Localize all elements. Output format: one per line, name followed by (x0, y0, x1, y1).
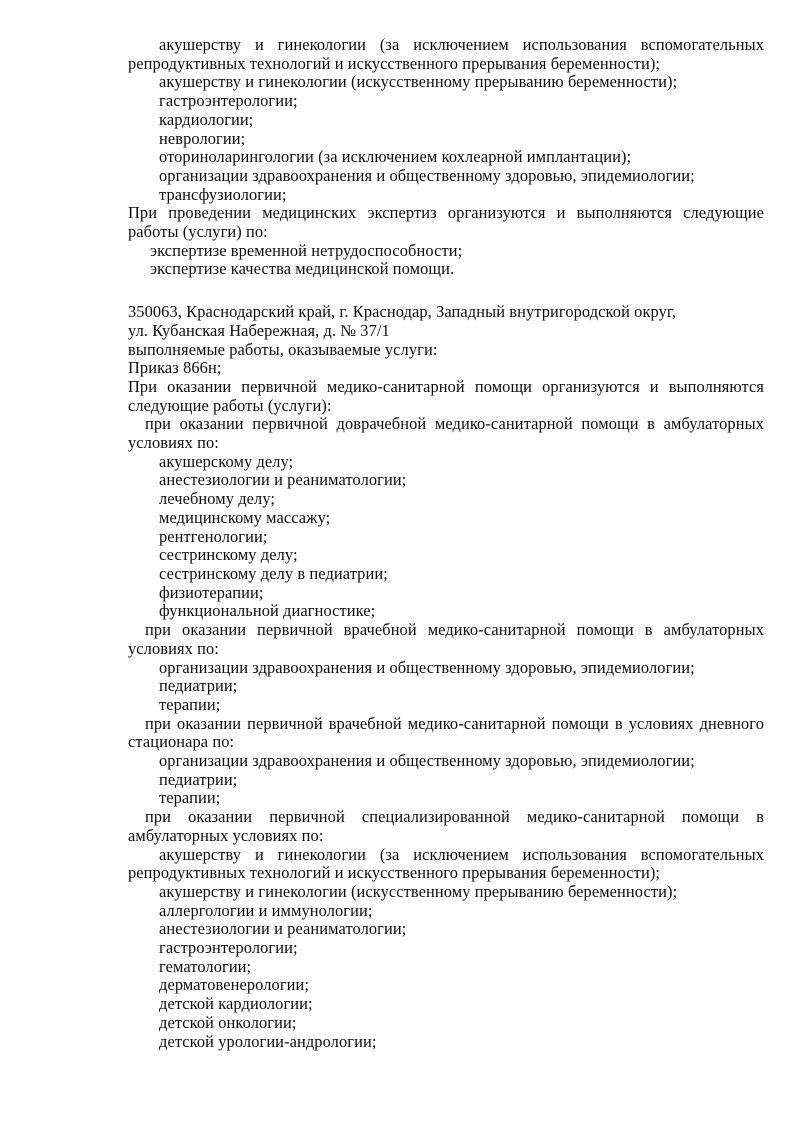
paragraph-item: акушерству и гинекологии (искусственному прерыванию беременности); (159, 881, 678, 901)
paragraph-item: терапии; (159, 694, 221, 714)
paragraph-item: детской онкологии; (159, 1012, 297, 1032)
paragraph-main: Приказ 866н; (128, 358, 222, 378)
paragraph-item: рентгенологии; (159, 526, 268, 546)
paragraph-item: дерматовенерологии; (159, 975, 310, 995)
paragraph-item: гастроэнтерологии; (159, 91, 298, 111)
paragraph-sub: при оказании первичной врачебной медико-санитарной помощи в условиях дневного стационара по: (128, 713, 764, 752)
paragraph-exp: экспертизе временной нетрудоспособности; (150, 240, 463, 260)
paragraph-exp: экспертизе качества медицинской помощи. (150, 259, 455, 279)
paragraph-sub: при оказании первичной доврачебной медико-санитарной помощи в амбулаторных условиях по: (128, 414, 764, 453)
paragraph-item: детской урологии-андрологии; (159, 1031, 377, 1051)
paragraph-item: кардиологии; (159, 109, 254, 129)
paragraph-item: неврологии; (159, 128, 246, 148)
paragraph-item: оториноларингологии (за исключением кохлеарной имплантации); (159, 147, 632, 167)
paragraph-item: организации здравоохранения и общественному здоровью, эпидемиологии; (159, 165, 695, 185)
paragraph-item: функциональной диагностике; (159, 601, 376, 621)
paragraph-main: При оказании первичной медико-санитарной помощи организуются и выполняются следующие работы (услуги): (128, 376, 764, 415)
document-text (128, 36, 764, 1051)
paragraph-item: физиотерапии; (159, 582, 264, 602)
paragraph-item: трансфузиологии; (159, 184, 287, 204)
paragraph-addr: 350063, Краснодарский край, г. Краснодар, Западный внутригородской округ, (128, 302, 677, 322)
paragraph-item: организации здравоохранения и общественному здоровью, эпидемиологии; (159, 751, 695, 771)
paragraph-item: лечебному делу; (159, 489, 276, 509)
paragraph-item: акушерству и гинекологии (за исключением использования вспомогательных репродуктивных технологий и искусственного прерывания беременности); (128, 35, 764, 73)
paragraph-item: аллергологии и иммунологии; (159, 900, 373, 920)
paragraph-addr: выполняемые работы, оказываемые услуги: (128, 339, 438, 359)
paragraph-sub: при оказании первичной врачебной медико-санитарной помощи в амбулаторных условиях по: (128, 620, 764, 658)
paragraph-item: сестринскому делу; (159, 545, 298, 565)
paragraph-item: акушерскому делу; (159, 451, 294, 471)
paragraph-item: детской кардиологии; (159, 994, 313, 1014)
paragraph-item: анестезиологии и реаниматологии; (159, 470, 407, 490)
paragraph-item: акушерству и гинекологии (искусственному прерыванию беременности); (159, 72, 678, 92)
paragraph-item: педиатрии; (159, 769, 238, 789)
paragraph-item: акушерству и гинекологии (за исключением использования вспомогательных репродуктивных технологий и искусственного прерывания беременности); (128, 844, 764, 883)
paragraph-item: терапии; (159, 788, 221, 808)
paragraph-main: При проведении медицинских экспертиз организуются и выполняются следующие работы (услуги) по: (128, 203, 764, 242)
paragraph-item: гематологии; (159, 956, 252, 976)
blank-line (128, 279, 764, 303)
paragraph-item: гастроэнтерологии; (159, 938, 298, 958)
paragraph-addr: ул. Кубанская Набережная, д. № 37/1 (128, 320, 390, 340)
paragraph-item: медицинскому массажу; (159, 507, 331, 527)
paragraph-item: педиатрии; (159, 676, 238, 696)
paragraph-sub: при оказании первичной специализированной медико-санитарной помощи в амбулаторных условиях по: (128, 807, 764, 845)
paragraph-item: анестезиологии и реаниматологии; (159, 919, 407, 939)
paragraph-item: сестринскому делу в педиатрии; (159, 563, 388, 583)
paragraph-item: организации здравоохранения и общественному здоровью, эпидемиологии; (159, 657, 695, 677)
